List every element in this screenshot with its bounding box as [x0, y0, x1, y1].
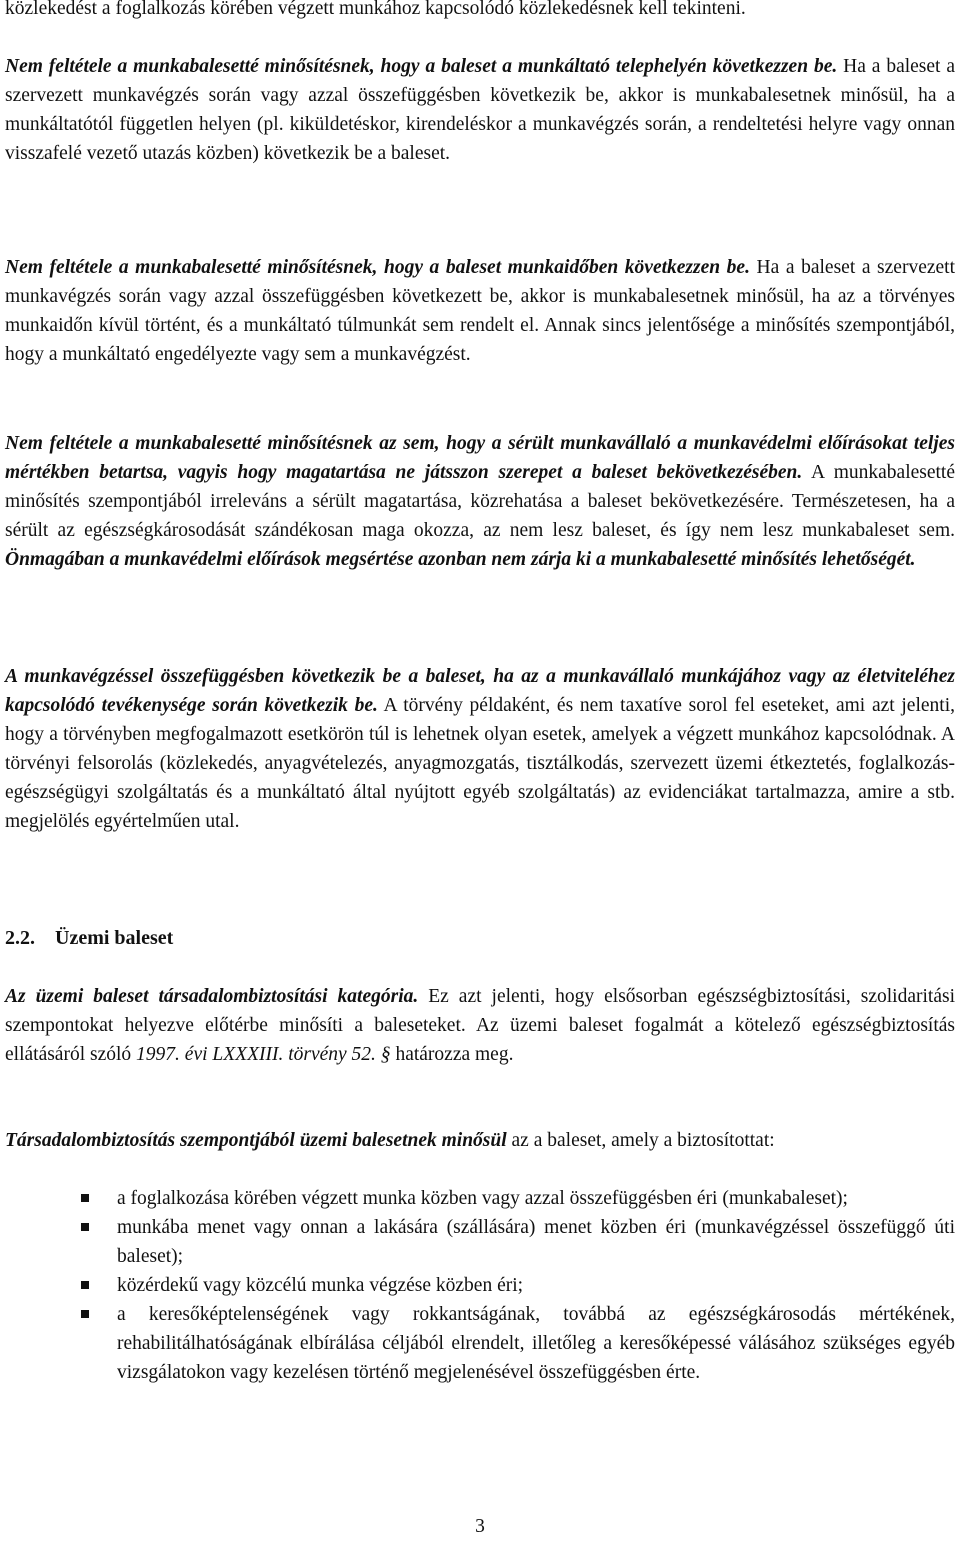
section-heading [5, 924, 173, 953]
paragraph-text: Ez azt jelenti, hogy elsősorban egészségbiztosítási, szolidaritási szempontokat helyezve előtérbe minősíti a baleseteket. Az üzemi baleset fogalmát a kötelező egészségbiztosítás ellátásáról szóló [5, 986, 955, 1065]
paragraph-munkavedelmi-eloirasok [5, 429, 955, 574]
paragraph-text: Ha a baleset a szervezett munkavégzés során vagy azzal összefüggésben következett be, akkor is munkabalesetnek minősül, ha az a törvényes munkaidőn kívül történt, és a munkáltató túlmunkát sem rendelt el. Annak sincs jelentősége a minősítés szempontjából, hogy a munkáltató engedélyezte vagy sem a munkavégzést. [5, 257, 955, 365]
emphasis-text: A munkavégzéssel összefüggésben következik be a baleset, ha az a munkavállaló munkájához vagy az életviteléhez kapcsolódó tevékenysége során következik be. [5, 666, 955, 716]
square-bullet-icon [81, 1194, 89, 1202]
list-item-text: a foglalkozása körében végzett munka közben vagy azzal összefüggésben éri (munkabaleset); [117, 1188, 848, 1209]
list-item [5, 1184, 955, 1213]
paragraph-text: A törvény példaként, és nem taxatíve sorol fel eseteket, ami azt jelenti, hogy a törvényben megfogalmazott esetkörön túl is lehetnek olyan esetek, amelyek a végzett munkához kapcsolódnak. A törvényi felsorolás (közlekedés, anyagvételezés, anyagmozgatás, tisztálkodás, szervezett üzemi étkeztetés, foglalkozás-egészségügyi szolgáltatás és a munkáltató által nyújtott egyéb szolgáltatás) az evidenciákat tartalmazza, amire a stb. megjelölés egyértelműen utal. [5, 695, 955, 832]
square-bullet-icon [81, 1223, 89, 1231]
paragraph-text: A munkabalesetté minősítés szempontjából irreleváns a sérült magatartása, közrehatása a baleset bekövetkezésére. Természetesen, ha a sérült az egészségkárosodását szándékosan maga okozza, az nem lesz baleset, és így nem lesz munkabaleset sem. [5, 462, 955, 541]
emphasis-text: Az üzemi baleset társadalombiztosítási kategória. [5, 986, 419, 1007]
paragraph-text: határozza meg. [390, 1044, 514, 1065]
list-item [5, 1300, 955, 1387]
paragraph-continuation [5, 0, 955, 23]
list-item [5, 1213, 955, 1271]
paragraph-text: közlekedést a foglalkozás körében végzett munkához kapcsolódó közlekedésnek kell tekinteni. [5, 0, 746, 19]
paragraph-osszefugges [5, 662, 955, 836]
paragraph-text: Ha a baleset a szervezett munkavégzés során vagy azzal összefüggésben következik be, akkor is munkabalesetnek minősül, ha a munkáltatótól független helyen (pl. kiküldetéskor, kirendeléskor a munkavégzés során, a rendeltetési helyre vagy onnan visszafelé vezető utazás közben) következik be a baleset. [5, 56, 956, 164]
paragraph-tb-minosul [5, 1126, 955, 1155]
list-item [5, 1271, 955, 1300]
paragraph-text: az a baleset, amely a biztosítottat: [506, 1130, 775, 1151]
list-item-text: közérdekű vagy közcélú munka végzése közben éri; [117, 1275, 524, 1296]
square-bullet-icon [81, 1281, 89, 1289]
section-title: Üzemi baleset [55, 927, 174, 949]
law-reference: 1997. évi LXXXIII. törvény 52. § [136, 1044, 391, 1065]
emphasis-text: Társadalombiztosítás szempontjából üzemi balesetnek minősül [5, 1130, 507, 1151]
paragraph-telephely [5, 52, 955, 168]
list-item-text: munkába menet vagy onnan a lakására (szállására) menet közben éri (munkavégzéssel összefüggő úti baleset); [117, 1217, 955, 1267]
paragraph-uzemi-baleset [5, 982, 955, 1069]
emphasis-text: Nem feltétele a munkabalesetté minősítésnek az sem, hogy a sérült munkavállaló a munkavédelmi előírásokat teljes mértékben betartsa, vagyis hogy magatartása ne játsszon szerepet a baleset bekövetkezésében. [5, 433, 955, 483]
emphasis-text: Önmagában a munkavédelmi előírások megsértése azonban nem zárja ki a munkabalesetté minősítés lehetőségét. [5, 549, 916, 570]
section-number: 2.2. [5, 927, 35, 949]
paragraph-munkaido [5, 253, 955, 369]
square-bullet-icon [81, 1310, 89, 1318]
bullet-list [5, 1184, 955, 1387]
page-number: 3 [475, 1516, 485, 1537]
emphasis-text: Nem feltétele a munkabalesetté minősítésnek, hogy a baleset munkaidőben következzen be. [5, 257, 750, 278]
emphasis-text: Nem feltétele a munkabalesetté minősítésnek, hogy a baleset a munkáltató telephelyén következzen be. [5, 56, 838, 77]
list-item-text: a keresőképtelenségének vagy rokkantságának, továbbá az egészségkárosodás mértékének, rehabilitálhatóságának elbírálása céljából elrendelt, illetőleg a keresőképessé válásához szükséges egyéb vizsgálatokon vagy kezelésen történő megjelenésével összefüggésben érte. [117, 1304, 955, 1383]
